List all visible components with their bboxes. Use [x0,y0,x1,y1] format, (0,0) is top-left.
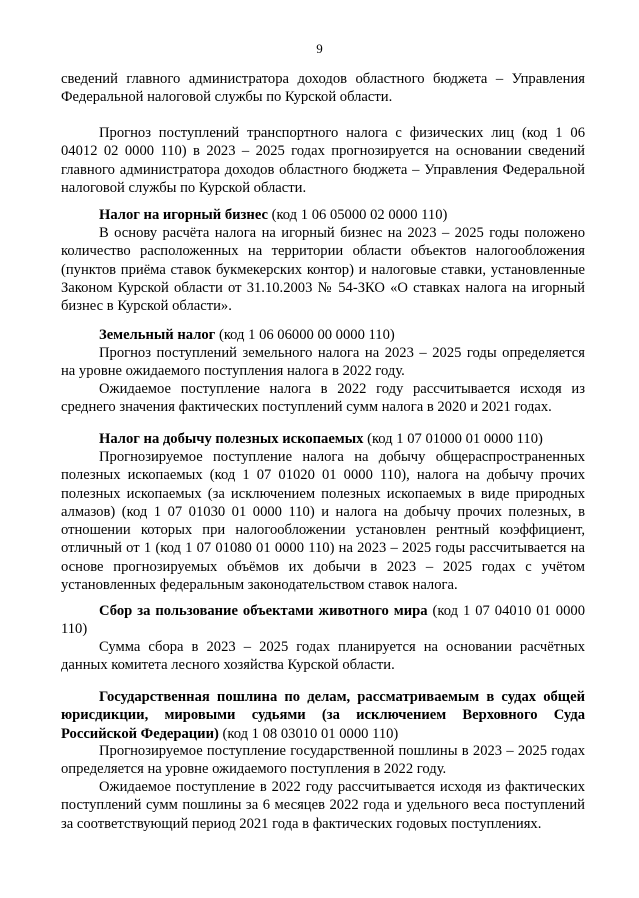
heading-title: Налог на игорный бизнес [99,207,268,223]
heading-title: Налог на добычу полезных ископаемых [99,431,364,447]
heading-code: (код 1 06 06000 00 0000 110) [215,327,395,343]
paragraph: Прогнозируемое поступление налога на добычу общераспространенных полезных ископаемых (код 1 07 01020 01 0000 110), налога на добычу прочих полезных ископаемых (за исключением полезных ископаемых в виде природных алмазов) (код 1 07 01030 01 0000 110) и налога на добычу прочих полезных, в отношении которых при налогообложении установлен рентный коэффициент, отличный от 1 (код 1 07 01080 01 0000 110) на 2023 – 2025 годы рассчитывается на основе прогнозируемых объёмов их добычи в 2023 – 2025 годах с учётом установленных федеральным законодательством ставок налога. [61,449,585,594]
paragraph: Прогноз поступлений земельного налога на 2023 – 2025 годы определяется на уровне ожидаемого поступления налога в 2022 году. [61,345,585,380]
section-heading [61,430,585,448]
heading-title: Государственная пошлина по делам, рассматриваемым в судах общей юрисдикции, мировыми судьями (за исключением Верховного Суда Российской Федерации) [61,689,585,742]
section-heading [61,206,585,224]
section-heading [61,326,585,344]
paragraph: В основу расчёта налога на игорный бизнес на 2023 – 2025 годы положено количество расположенных на территории области объектов налогообложения (пунктов приёма ставок букмекерских контор) и налоговые ставки, установленные Законом Курской области от 31.10.2003 № 54-ЗКО «О ставках налога на игорный бизнес в Курской области». [61,225,585,315]
heading-title: Сбор за пользование объектами животного мира [99,603,428,619]
paragraph: Прогноз поступлений транспортного налога с физических лиц (код 1 06 04012 02 0000 110) в 2023 – 2025 годах прогнозируется на основании сведений главного администратора доходов областного бюджета – Управления Федеральной налоговой службы по Курской области. [61,125,585,196]
heading-title: Земельный налог [99,327,216,343]
heading-code: (код 1 07 04010 01 0000 110) [61,603,585,638]
heading-code: (код 1 08 03010 01 0000 110) [218,725,399,742]
section-heading [61,688,585,743]
paragraph: Сумма сбора в 2023 – 2025 годах планируется на основании расчётных данных комитета лесного хозяйства Курской области. [61,639,585,674]
paragraph: сведений главного администратора доходов областного бюджета – Управления Федеральной налоговой службы по Курской области. [61,71,585,106]
heading-code: (код 1 07 01000 01 0000 110) [363,431,543,447]
section-heading [61,602,585,639]
paragraph: Ожидаемое поступление налога в 2022 году рассчитывается исходя из среднего значения фактических поступлений сумм налога в 2020 и 2021 годах. [61,381,585,416]
page-number: 9 [316,41,323,56]
paragraph: Прогнозируемое поступление государственной пошлины в 2023 – 2025 годах определяется на уровне ожидаемого поступления в 2022 году. [61,743,585,778]
heading-code: (код 1 06 05000 02 0000 110) [267,207,448,223]
paragraph: Ожидаемое поступление в 2022 году рассчитывается исходя из фактических поступлений сумм пошлины за 6 месяцев 2022 года и удельного веса поступлений за соответствующий период 2021 года в фактических годовых поступлениях. [61,779,585,832]
